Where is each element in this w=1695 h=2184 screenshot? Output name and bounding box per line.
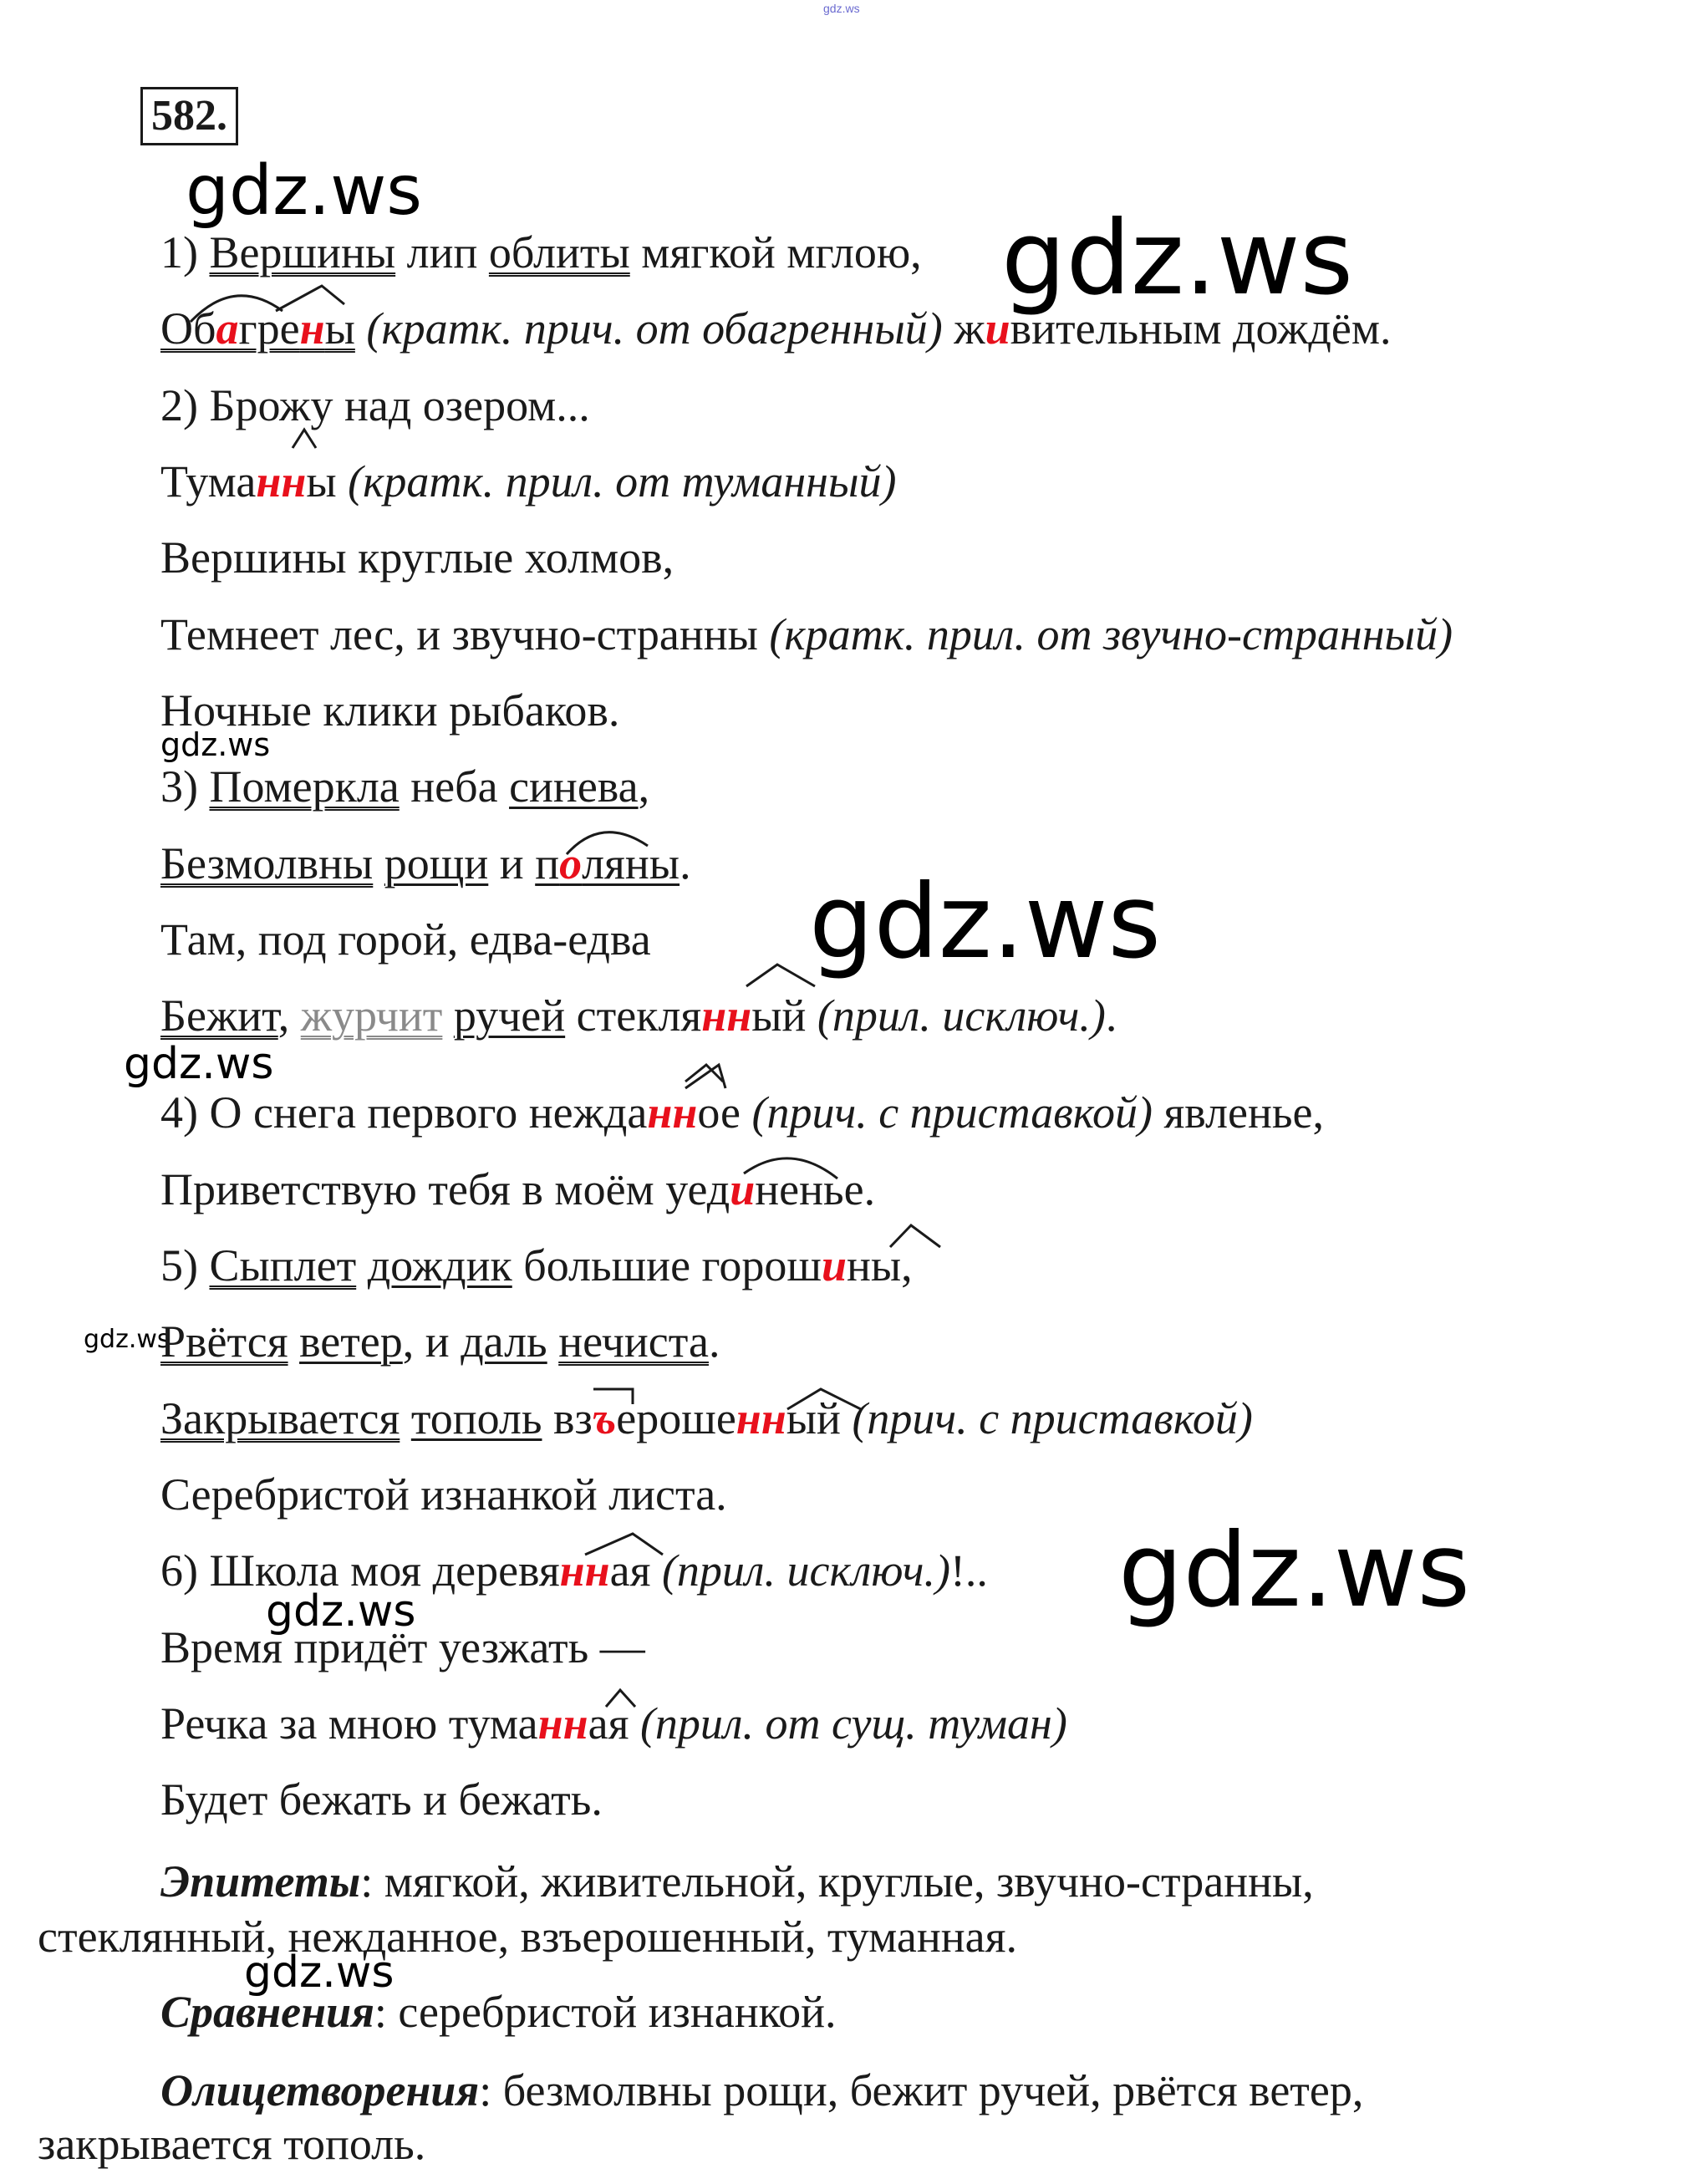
watermark: gdz.ws [244,1947,394,1998]
poem-line-10: Там, под горой, едва-едва [160,914,651,965]
suffix-caret-steklyanny [746,965,815,986]
watermark: gdz.ws [160,726,271,763]
root-arc-uedinenye [744,1158,837,1179]
poem-line-14: 5) Сыплет дождик большие горошины, [160,1240,913,1291]
poem-line-20: Речка за мною туманная (прил. от сущ. туман) [160,1698,1067,1749]
poem-line-17: Серебристой изнанкой листа. [160,1469,727,1520]
personification-continuation: закрывается тополь. [38,2119,426,2169]
suffix-caret-obagreny [276,286,344,311]
suffix-caret-tumannaya [606,1690,635,1707]
root-arc-obagreny [191,296,282,322]
suffix-caret-derevyannaya [585,1534,663,1555]
poem-line-16: Закрывается тополь взъерошенный (прич. с приставкой) [160,1393,1253,1443]
suffix-caret-vzeroshenny [787,1389,861,1409]
watermark: gdz.ws [124,1039,274,1089]
poem-line-13: Приветствую тебя в моём уединенье. [160,1164,876,1214]
epithets-continuation: стеклянный, нежданное, взъерошенный, туманная. [38,1912,1017,1962]
poem-line-21: Будет бежать и бежать. [160,1774,603,1825]
suffix-caret-tumanny [293,430,316,448]
poem-line-19: Время придёт уезжать — [160,1622,645,1672]
poem-line-12: 4) О снега первого нежданное (прич. с приставкой) явленье, [160,1087,1324,1138]
poem-line-11: Бежит, журчит ручей стеклянный (прил. исключ.). [160,990,1117,1041]
watermark: gdz.ws [1001,199,1354,318]
poem-line-15: Рвётся ветер, и даль нечиста. [160,1316,720,1367]
watermark: gdz.ws [266,1586,416,1637]
poem-line-7: Ночные клики рыбаков. [160,685,620,736]
watermark: gdz.ws [84,1325,171,1354]
poem-line-6: Темнеет лес, и звучно-странны (кратк. прил. от звучно-странный) [160,609,1453,659]
poem-line-8: 3) Померкла неба синева, [160,761,650,812]
word-obagreny: Обагрены [160,303,355,354]
epithets-line: Эпитеты: мягкой, живительной, круглые, звучно-странны, [160,1856,1314,1907]
word-polyany: поляны [535,838,680,888]
suffix-caret-goroshiny [890,1225,940,1247]
task-number: 582. [140,87,238,145]
poem-line-18: 6) Школа моя деревянная (прил. исключ.)!.. [160,1545,988,1596]
watermark: gdz.ws [809,863,1162,981]
poem-line-4: Туманны (кратк. прил. от туманный) [160,456,897,507]
top-watermark: gdz.ws [823,2,860,15]
watermark: gdz.ws [1118,1511,1471,1630]
root-arc-polyany [567,832,648,854]
prefix-bracket-vzeroshenny [593,1389,633,1404]
poem-line-2: Обагрены (кратк. прич. от обагренный) живительным дождём. [160,303,1392,354]
poem-line-5: Вершины круглые холмов, [160,532,674,583]
personification-line: Олицетворения: безмолвны рощи, бежит ручей, рвётся ветер, [160,2065,1364,2115]
similes-line: Сравнения: серебристой изнанкой. [160,1987,837,2037]
poem-line-9: Безмолвны рощи и поляны. [160,838,691,888]
poem-line-1: 1) Вершины лип облиты мягкой мглою, [160,227,922,277]
word-zhivitelnym: живительным дождём. [954,303,1392,354]
poem-line-3: 2) Брожу над озером... [160,380,590,430]
watermark: gdz.ws [186,151,422,231]
